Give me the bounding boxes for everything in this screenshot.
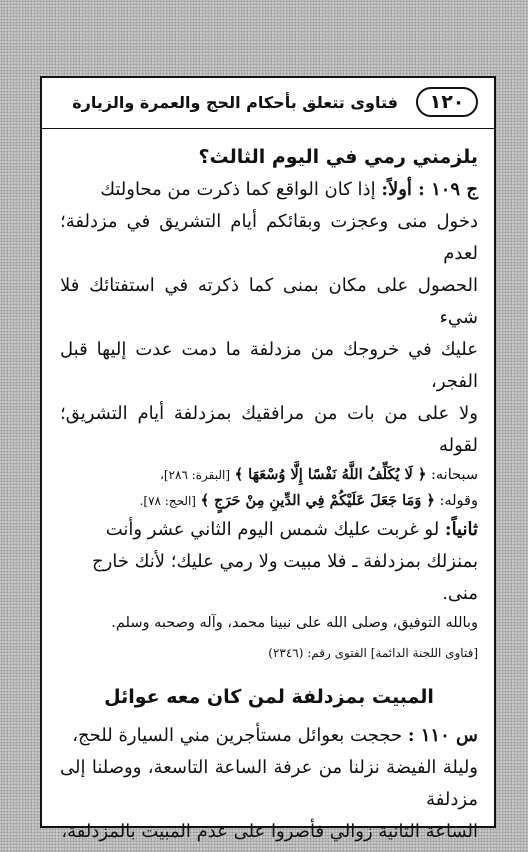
quran-verse: ﴿ لَا يُكَلِّفُ اللَّهُ نَفْسًا إِلَّا وُسْعَهَا ﴾ bbox=[234, 466, 427, 483]
answer-line bbox=[60, 174, 478, 206]
page-header bbox=[42, 78, 494, 129]
answer-line: دخول منى وعجزت وبقائكم أيام التشريق في مزدلفة؛ لعدم bbox=[60, 211, 478, 264]
verse-reference: [البقرة: ٢٨٦]، bbox=[159, 468, 231, 482]
question-tail: يلزمني رمي في اليوم الثالث؟ bbox=[198, 146, 478, 168]
answer-label: ج ١٠٩ : أولاً: bbox=[381, 179, 478, 200]
answer-line: بمنزلك بمزدلفة ـ فلا مبيت ولا رمي عليك؛ لأنك خارج bbox=[91, 551, 478, 572]
fatwa-source: [فتاوى اللجنة الدائمة] الفتوى رقم: (٢٣٤٦) bbox=[268, 646, 478, 660]
running-title: فتاوى تتعلق بأحكام الحج والعمرة والزيارة bbox=[72, 93, 398, 112]
answer-line: الحصول على مكان بمنى كما ذكرته في استفتائك فلا شيء bbox=[60, 275, 478, 328]
answer-text: إذا كان الواقع كما ذكرت من محاولتك bbox=[100, 179, 376, 200]
answer-line: منى. bbox=[442, 583, 478, 604]
verse-intro: وقوله: bbox=[439, 493, 478, 509]
answer-line: عليك في خروجك من مزدلفة ما دمت عدت إليها قبل الفجر، bbox=[60, 339, 478, 392]
verse-reference: [الحج: ٧٨]. bbox=[139, 494, 196, 508]
page-content bbox=[60, 140, 478, 848]
answer-line bbox=[60, 514, 478, 546]
quran-verse: ﴿ وَمَا جَعَلَ عَلَيْكُمْ فِي الدِّينِ مِنْ حَرَجٍ ﴾ bbox=[200, 492, 435, 509]
question-label: س ١١٠ : bbox=[407, 725, 478, 746]
answer-text: لو غربت عليك شمس اليوم الثاني عشر وأنت bbox=[105, 519, 440, 540]
verse-intro: سبحانه: bbox=[431, 467, 478, 483]
book-page bbox=[40, 76, 496, 842]
question-line bbox=[60, 720, 478, 752]
question-line: وليلة الفيضة نزلنا من عرفة الساعة التاسعة، ووصلنا إلى مزدلفة bbox=[60, 757, 478, 810]
second-label: ثانياً: bbox=[444, 519, 478, 540]
closing-line: وبالله التوفيق، وصلى الله على نبينا محمد، وآله وصحبه وسلم. bbox=[111, 615, 478, 631]
question-text: حججت بعوائل مستأجرين مني السيارة للحج، bbox=[72, 725, 403, 746]
verse-line bbox=[60, 488, 478, 514]
section-title: المبيت بمزدلفة لمن كان معه عوائل bbox=[104, 686, 434, 708]
question-line: الساعة الثانية زوالي فأصروا على عدم المبيت بالمزدلفة، bbox=[61, 821, 478, 842]
verse-line bbox=[60, 462, 478, 488]
page-number-badge: ١٢٠ bbox=[416, 87, 478, 117]
answer-line: ولا على من بات من مرافقيك بمزدلفة أيام التشريق؛ لقوله bbox=[60, 403, 478, 456]
